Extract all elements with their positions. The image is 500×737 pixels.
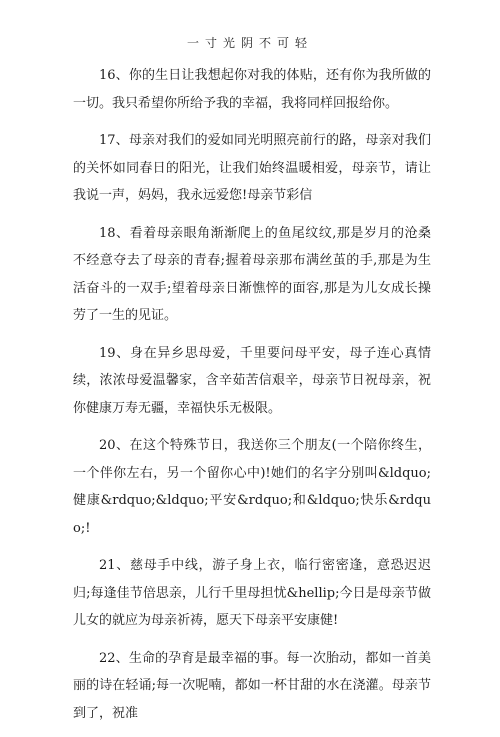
page-header-title: 一寸光阴不可轻 [186, 36, 313, 50]
paragraph-20: 20、在这个特殊节日，我送你三个朋友(一个陪你终生，一个伴你左右，另一个留你心中)!她们的名字分别叫&ldquo;健康&rdquo;&ldquo;平安&rdquo;和&ldquo;快乐&rdquo;! [73, 438, 431, 536]
document-body [73, 62, 431, 737]
paragraph-21: 21、慈母手中线，游子身上衣，临行密密逢，意恐迟迟归;每逢佳节倍思亲，儿行千里母担忧&hellip;今日是母亲节做儿女的就应为母亲祈祷，愿天下母亲平安康健! [73, 558, 431, 628]
paragraph-22: 22、生命的孕育是最幸福的事。每一次胎动，都如一首美丽的诗在轻诵;每一次呢喃，都如一杯甘甜的水在浇灌。母亲节到了，祝准 [73, 650, 431, 721]
paragraph-16: 16、你的生日让我想起你对我的体贴，还有你为我所做的一切。我只希望你所给予我的幸福，我将同样回报给你。 [73, 68, 431, 111]
paragraph-17: 17、母亲对我们的爱如同光明照亮前行的路，母亲对我们的关怀如同春日的阳光，让我们始终温暖相爱，母亲节，请让我说一声，妈妈，我永远爱您!母亲节彩信 [73, 133, 431, 203]
paragraph-19: 19、身在异乡思母爱，千里要问母平安，母子连心真情续，浓浓母爱温馨家，含辛茹苦信艰辛，母亲节日祝母亲，祝你健康万寿无疆，幸福快乐无极限。 [73, 345, 431, 416]
paragraph-18: 18、看着母亲眼角渐渐爬上的鱼尾纹纹,那是岁月的沧桑不经意夺去了母亲的青春;握着母亲那布满丝茧的手,那是为生活奋斗的一双手;望着母亲日渐憔悴的面容,那是为儿女成长操劳了一生的见证。 [73, 225, 431, 323]
